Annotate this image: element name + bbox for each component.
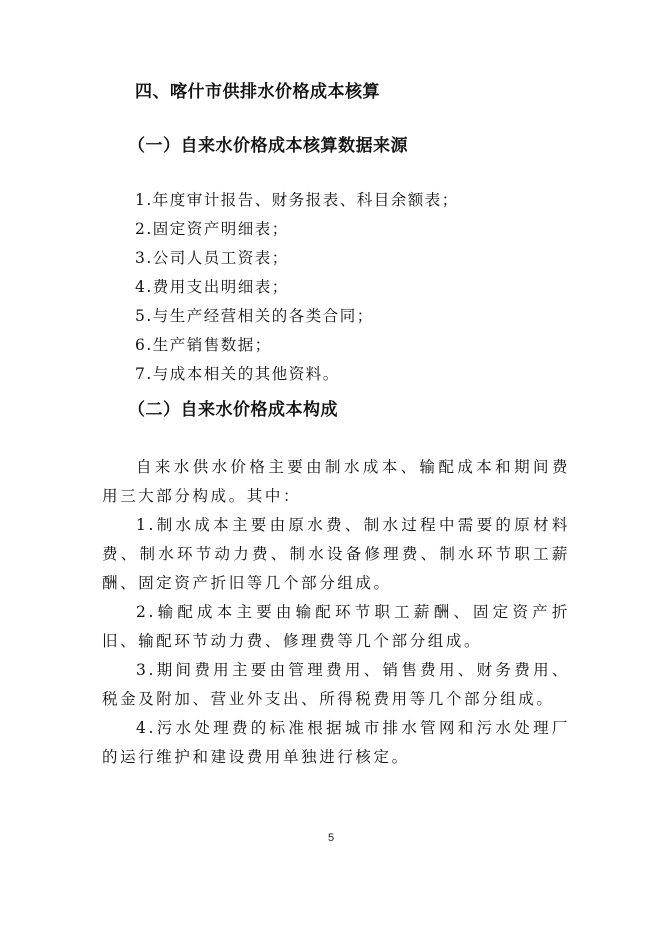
paragraph-intro: 自来水供水价格主要由制水成本、输配成本和期间费用三大部分构成。其中： (102, 458, 570, 505)
paragraph-water-production-cost: 1.制水成本主要由原水费、制水过程中需要的原材料费、制水环节动力费、制水设备修理费、制水环节职工薪酬、固定资产折旧等几个部分组成。 (102, 516, 570, 592)
page-number: 5 (327, 832, 335, 844)
paragraph-distribution-cost: 2.输配成本主要由输配环节职工薪酬、固定资产折旧、输配环节动力费、修理费等几个部分组成。 (102, 603, 570, 650)
list-item: 5.与生产经营相关的各类合同； (135, 307, 374, 325)
list-item: 1.年度审计报告、财务报表、科目余额表； (135, 191, 459, 209)
cost-composition-body (102, 453, 570, 772)
list-item: 7.与成本相关的其他资料。 (135, 365, 340, 383)
list-item: 3.公司人员工资表； (135, 249, 289, 267)
list-item: 6.生产销售数据； (135, 336, 272, 354)
list-item: 2.固定资产明细表； (135, 220, 289, 238)
section-heading: 四、喀什市供排水价格成本核算 (135, 82, 380, 102)
subsection-heading-cost-composition: （二）自来水价格成本构成 (128, 400, 338, 420)
list-item: 4.费用支出明细表； (135, 278, 289, 296)
data-source-list (135, 186, 575, 389)
subsection-heading-data-sources: （一）自来水价格成本核算数据来源 (128, 136, 408, 156)
paragraph-sewage-fee: 4.污水处理费的标准根据城市排水管网和污水处理厂的运行维护和建设费用单独进行核定。 (102, 719, 570, 766)
paragraph-period-expenses: 3.期间费用主要由管理费用、销售费用、财务费用、税金及附加、营业外支出、所得税费用等几个部分组成。 (102, 661, 570, 708)
